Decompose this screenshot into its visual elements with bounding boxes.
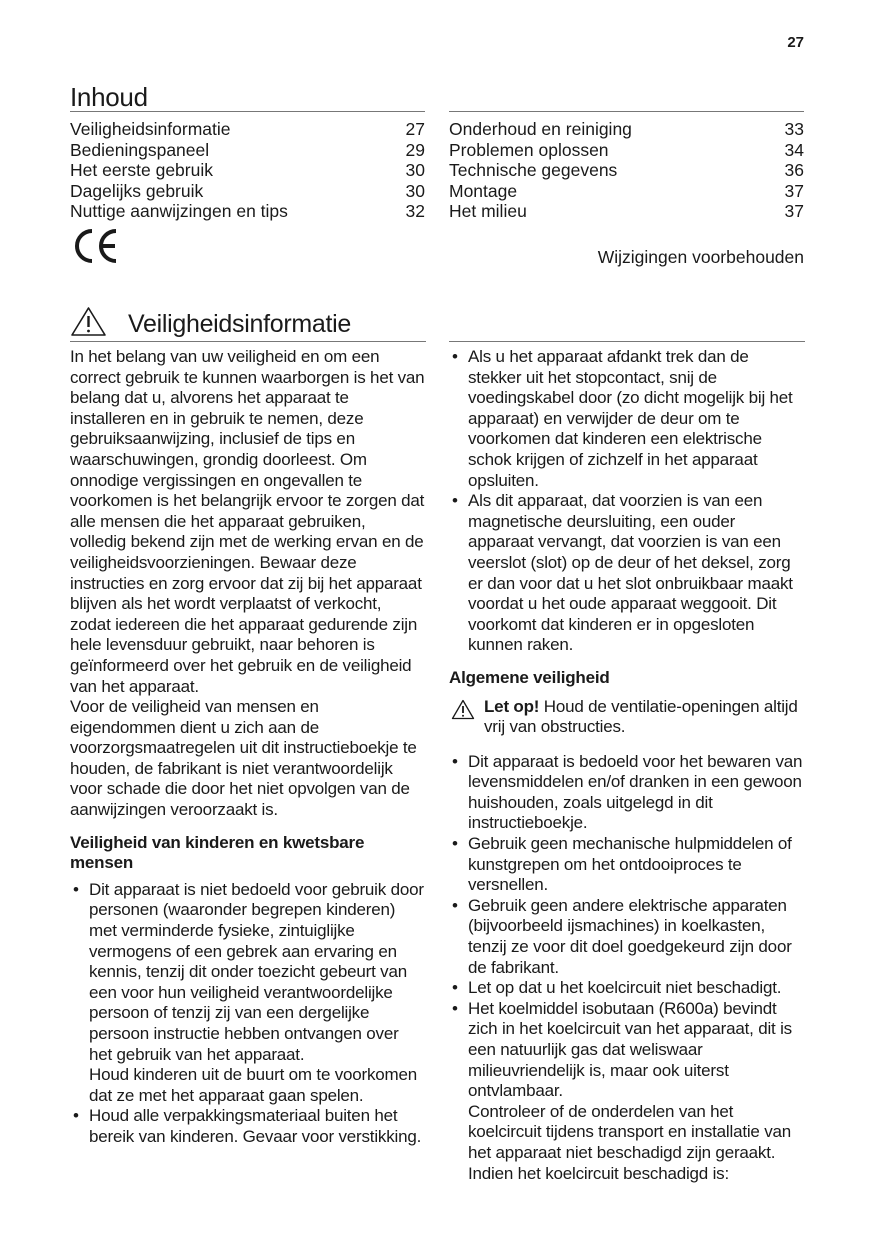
toc-entry[interactable] [70, 119, 425, 140]
caution-label: Let op! [484, 696, 540, 716]
toc-entry[interactable] [70, 201, 425, 222]
changes-note: Wijzigingen voorbehouden [597, 247, 804, 267]
list-item-text: Dit apparaat is niet bedoeld voor gebruik door personen (waaronder begrepen kinderen) met verminderde fysieke, zintuiglijke vermogens of een gebrek aan ervaring en kennis, tenzij dit onder toezicht gebeurt van een voor hun veiligheid verantwoordelijke persoon of tenzij zij van een dergelijke persoon instructie hebben ontvangen over het gebruik van het apparaat. [89, 879, 424, 1064]
toc-entry[interactable] [449, 201, 804, 222]
toc-entry[interactable] [449, 160, 804, 181]
toc-entry-page: 27 [405, 119, 425, 139]
toc-entry-title: Dagelijks gebruik [70, 180, 204, 201]
list-item: • Houd alle verpakkingsmateriaal buiten het bereik van kinderen. Gevaar voor verstikking. [70, 1106, 426, 1147]
children-safety-list [70, 880, 426, 1148]
ce-mark-icon [70, 226, 120, 266]
toc-entry[interactable] [70, 160, 425, 181]
toc-entry-page: 33 [784, 119, 804, 139]
left-text-column [70, 347, 426, 1148]
safety-heading: Veiligheidsinformatie [128, 310, 351, 338]
page-number: 27 [787, 34, 804, 51]
toc-entry-page: 30 [405, 180, 425, 201]
right-text-column [449, 347, 805, 1184]
toc-entry-title: Nuttige aanwijzingen en tips [70, 201, 288, 222]
toc-entry[interactable] [449, 119, 804, 140]
divider [70, 341, 426, 342]
toc-entry-title: Het milieu [449, 201, 527, 222]
caution-note [449, 697, 805, 738]
toc-entry-page: 30 [405, 160, 425, 181]
list-item: • Let op dat u het koelcircuit niet beschadigt. [449, 978, 805, 999]
intro-paragraph: In het belang van uw veiligheid en om een correct gebruik te kunnen waarborgen is het van belang dat u, alvorens het apparaat te installeren en in gebruik te nemen, deze gebruiksaanwijzing, inclusief de tips en waarschuwingen, grondig doorleest. Om onnodige vergissingen en ongevallen te voorkomen is het belangrijk ervoor te zorgen dat alle mensen die het apparaat gebruiken, volledig bekend zijn met de werking ervan en de veiligheidsvoorzieningen. Bewaar deze instructies en zorg ervoor dat zij bij het apparaat blijven als het wordt verplaatst of verkocht, zodat iedereen die het apparaat gedurende zijn hele levensduur gebruikt, naar behoren is geïnformeerd over het gebruik en de veiligheid van het apparaat. [70, 347, 425, 696]
list-item: • Als u het apparaat afdankt trek dan de stekker uit het stopcontact, snij de voedingskabel door (zo dicht mogelijk bij het apparaat) en verwijder de deur om te voorkomen dat kinderen een elektrische schok krijgen of zichzelf in het apparaat opsluiten. [449, 347, 805, 491]
general-safety-list [449, 752, 805, 1184]
toc-entry[interactable] [70, 181, 425, 202]
toc-entry[interactable] [70, 140, 425, 161]
toc-entry-title: Bedieningspaneel [70, 139, 210, 160]
caution-text: Houd de ventilatie-openingen altijd vrij van obstructies. [484, 696, 798, 737]
toc-entry[interactable] [449, 140, 804, 161]
list-item-text: Controleer of de onderdelen van het koelcircuit tijdens transport en installatie van het apparaat niet beschadigd zijn geraakt. Indien het koelcircuit beschadigd is: [468, 1101, 792, 1183]
toc-entry-page: 29 [405, 139, 425, 160]
warning-triangle-icon [70, 306, 107, 337]
toc-right-column [449, 111, 804, 222]
list-item: • Gebruik geen mechanische hulpmiddelen of kunstgrepen om het ontdooiproces te versnellen. [449, 834, 805, 896]
list-item [70, 880, 426, 1107]
toc-entry-title: Het eerste gebruik [70, 160, 213, 181]
toc-entry-page: 37 [784, 180, 804, 201]
toc-entry-page: 37 [784, 201, 804, 222]
list-item-text: Het koelmiddel isobutaan (R600a) bevindt zich in het koelcircuit van het apparaat, dit is een natuurlijk gas dat weliswaar milieuvriendelijk is, maar ook uiterst ontvlambaar. [468, 998, 792, 1101]
toc-left-column [70, 111, 425, 222]
children-safety-heading: Veiligheid van kinderen en kwetsbare mensen [70, 832, 365, 873]
toc-entry[interactable] [449, 181, 804, 202]
toc-entry-page: 36 [784, 160, 804, 181]
toc-entry-title: Technische gegevens [449, 160, 618, 181]
toc-entry-page: 34 [784, 139, 804, 160]
toc-heading: Inhoud [70, 82, 148, 112]
divider [449, 341, 805, 342]
disposal-list [449, 347, 805, 656]
list-item [449, 999, 805, 1184]
general-safety-heading: Algemene veiligheid [449, 667, 610, 687]
toc-entry-title: Montage [449, 180, 518, 201]
toc-entry-title: Veiligheidsinformatie [70, 119, 231, 139]
list-item-text: Houd kinderen uit de buurt om te voorkomen dat ze met het apparaat gaan spelen. [89, 1065, 418, 1105]
warning-triangle-icon [451, 699, 475, 720]
intro-paragraph: Voor de veiligheid van mensen en eigendommen dient u zich aan de voorzorgsmaatregelen uit dit instructieboekje te houden, de fabrikant is niet verantwoordelijk voor schade die door het niet opvolgen van de aanwijzingen veroorzaakt is. [70, 697, 417, 820]
toc-entry-title: Onderhoud en reiniging [449, 119, 632, 139]
list-item: • Dit apparaat is bedoeld voor het bewaren van levensmiddelen en/of dranken in een gewoon huishouden, zoals uitgelegd in dit instructieboekje. [449, 752, 805, 834]
list-item: • Als dit apparaat, dat voorzien is van een magnetische deursluiting, een ouder apparaat vervangt, dat voorzien is van een veerslot (slot) op de deur of het deksel, zorg er dan voor dat u het slot onbruikbaar maakt voordat u het oude apparaat weggooit. Dit voorkomt dat kinderen er in opgesloten kunnen raken. [449, 491, 805, 656]
toc-entry-page: 32 [405, 201, 425, 222]
list-item: • Gebruik geen andere elektrische apparaten (bijvoorbeeld ijsmachines) in koelkasten, tenzij ze voor dit doel goedgekeurd zijn door de fabrikant. [449, 896, 805, 978]
toc-entry-title: Problemen oplossen [449, 139, 609, 160]
